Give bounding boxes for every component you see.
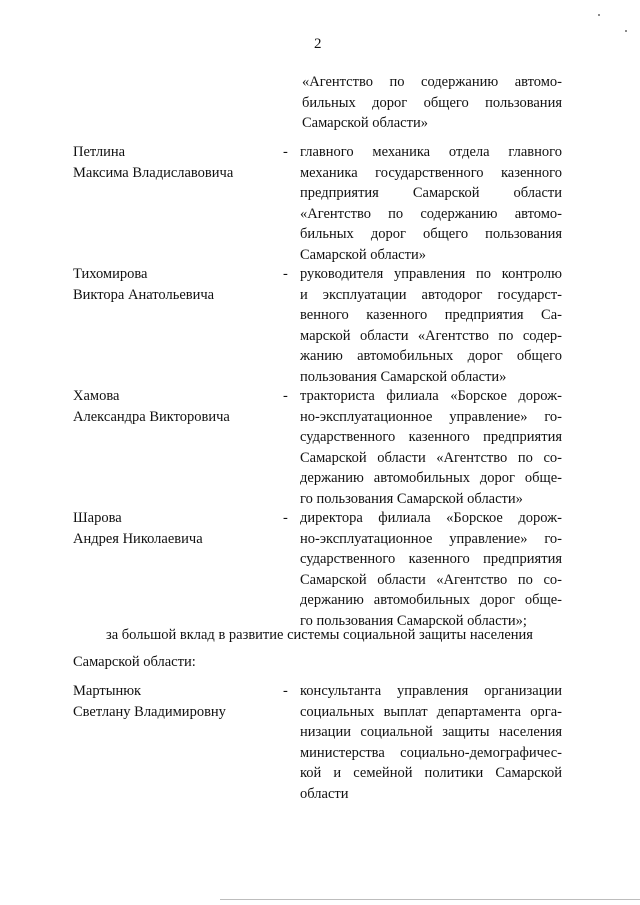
section-intro-line: за большой вклад в развитие системы социальной защиты населения xyxy=(106,627,533,643)
position-line: Самарской области «Агентство по со- xyxy=(300,449,562,466)
recipient-position xyxy=(300,386,562,509)
entry-dash: - xyxy=(283,266,288,282)
recipient-surname: Шарова xyxy=(73,510,122,526)
recipient-name xyxy=(73,264,273,305)
recipient-position xyxy=(300,142,562,265)
recipient-name xyxy=(73,681,273,722)
scan-speck xyxy=(598,14,600,16)
scan-edge-line xyxy=(220,899,640,900)
continuation-line: «Агентство по содержанию автомо- xyxy=(302,74,562,90)
continuation-line: Самарской области» xyxy=(302,115,428,131)
position-line: но-эксплуатационное управление» го- xyxy=(300,408,562,425)
position-line: механика государственного казенного xyxy=(300,164,562,181)
entry-dash: - xyxy=(283,510,288,526)
position-line: го пользования Самарской области» xyxy=(300,490,523,507)
recipient-given-names: Виктора Анатольевича xyxy=(73,286,215,303)
position-line: министерства социально-демографичес- xyxy=(300,744,562,761)
page-number: 2 xyxy=(314,36,322,52)
recipient-surname: Хамова xyxy=(73,388,120,404)
section-intro-line: Самарской области: xyxy=(73,654,196,670)
position-line: предприятия Самарской области xyxy=(300,185,562,201)
position-line: области xyxy=(300,785,349,802)
recipient-position xyxy=(300,508,562,631)
recipient-position xyxy=(300,681,562,804)
position-line: пользования Самарской области» xyxy=(300,368,507,385)
recipient-position xyxy=(300,264,562,387)
recipient-name xyxy=(73,142,273,183)
recipient-surname: Петлина xyxy=(73,144,126,160)
recipient-given-names: Светлану Владимировну xyxy=(73,703,226,720)
position-line: тракториста филиала «Борское дорож- xyxy=(300,388,562,404)
position-line: венного казенного предприятия Са- xyxy=(300,307,562,323)
position-line: низации социальной защиты населения xyxy=(300,724,562,740)
position-line: консультанта управления организации xyxy=(300,683,562,699)
recipient-given-names: Максима Владиславовича xyxy=(73,164,234,181)
position-line: жанию автомобильных дорог общего xyxy=(300,348,562,364)
position-line: марской области «Агентство по содер- xyxy=(300,327,562,344)
position-line: руководителя управления по контролю xyxy=(300,266,562,282)
position-line: социальных выплат департамента орга- xyxy=(300,703,562,720)
recipient-surname: Мартынюк xyxy=(73,683,142,699)
position-line: Самарской области» xyxy=(300,246,426,263)
position-line: но-эксплуатационное управление» го- xyxy=(300,530,562,547)
position-line: сударственного казенного предприятия xyxy=(300,429,562,445)
position-line: сударственного казенного предприятия xyxy=(300,551,562,567)
recipient-given-names: Андрея Николаевича xyxy=(73,530,203,547)
recipient-surname: Тихомирова xyxy=(73,266,148,282)
position-line: держанию автомобильных дорог обще- xyxy=(300,470,562,486)
position-line: «Агентство по содержанию автомо- xyxy=(300,205,562,222)
position-line: держанию автомобильных дорог обще- xyxy=(300,592,562,608)
scan-speck xyxy=(625,30,627,32)
entry-dash: - xyxy=(283,683,288,699)
entry-dash: - xyxy=(283,388,288,404)
continuation-text xyxy=(302,72,562,134)
recipient-name xyxy=(73,386,273,427)
position-line: кой и семейной политики Самарской xyxy=(300,765,562,781)
recipient-name xyxy=(73,508,273,549)
position-line: Самарской области «Агентство по со- xyxy=(300,571,562,588)
position-line: бильных дорог общего пользования xyxy=(300,226,562,242)
position-line: и эксплуатации автодорог государст- xyxy=(300,286,562,303)
entry-dash: - xyxy=(283,144,288,160)
recipient-given-names: Александра Викторовича xyxy=(73,408,230,425)
position-line: директора филиала «Борское дорож- xyxy=(300,510,562,526)
continuation-line: бильных дорог общего пользования xyxy=(302,94,562,111)
position-line: го пользования Самарской области»; xyxy=(300,612,527,629)
position-line: главного механика отдела главного xyxy=(300,144,562,160)
